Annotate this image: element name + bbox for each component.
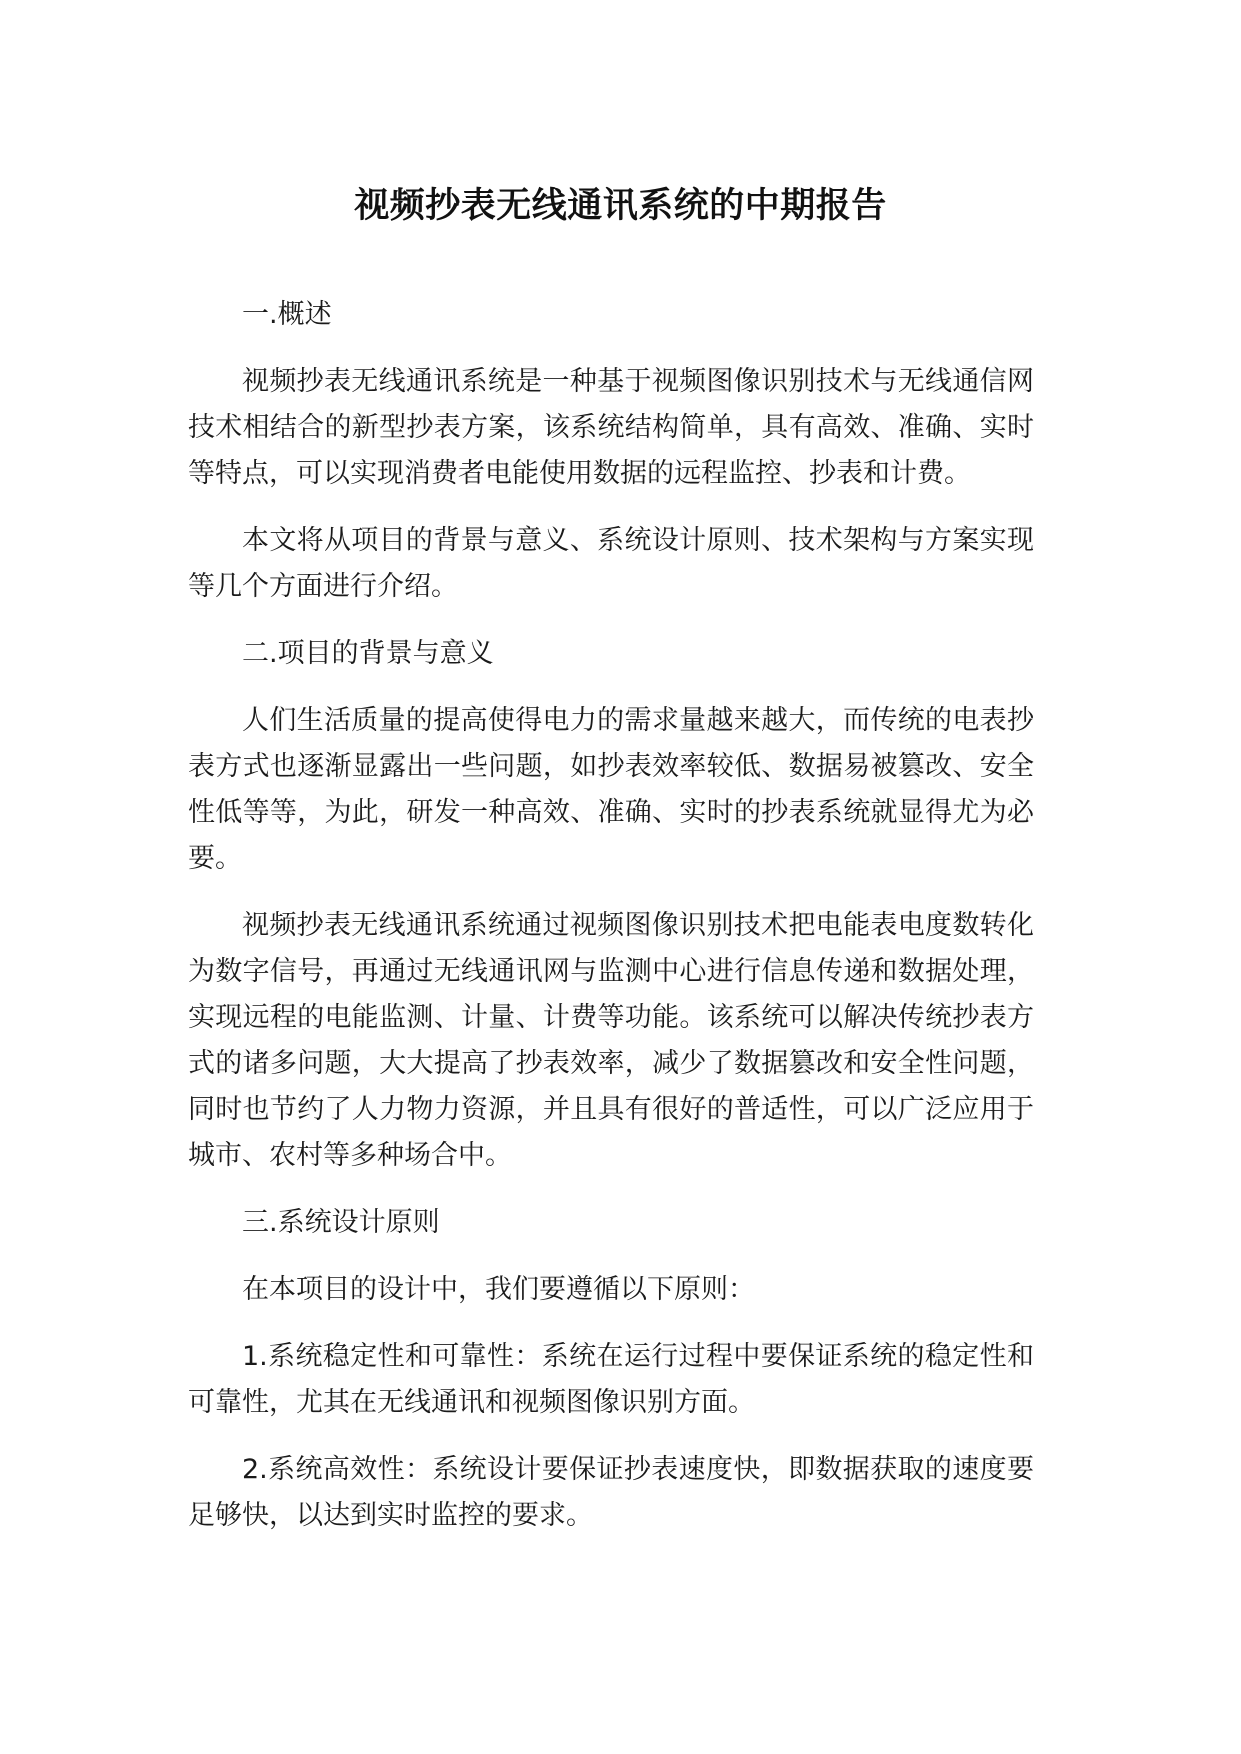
section-heading-background: 二.项目的背景与意义 bbox=[242, 638, 494, 669]
paragraph: 2.系统高效性：系统设计要保证抄表速度快，即数据获取的速度要足够快，以达到实时监控的要求。 bbox=[188, 1454, 1034, 1531]
document-body bbox=[188, 292, 1034, 1560]
paragraph: 视频抄表无线通讯系统是一种基于视频图像识别技术与无线通信网技术相结合的新型抄表方案，该系统结构简单，具有高效、准确、实时等特点，可以实现消费者电能使用数据的远程监控、抄表和计费。 bbox=[188, 366, 1034, 489]
paragraph: 视频抄表无线通讯系统通过视频图像识别技术把电能表电度数转化为数字信号，再通过无线通讯网与监测中心进行信息传递和数据处理，实现远程的电能监测、计量、计费等功能。该系统可以解决传统抄表方式的诸多问题，大大提高了抄表效率，减少了数据篡改和安全性问题，同时也节约了人力物力资源，并且具有很好的普适性，可以广泛应用于城市、农村等多种场合中。 bbox=[188, 910, 1034, 1171]
paragraph: 1.系统稳定性和可靠性：系统在运行过程中要保证系统的稳定性和可靠性，尤其在无线通讯和视频图像识别方面。 bbox=[188, 1341, 1034, 1418]
paragraph: 在本项目的设计中，我们要遵循以下原则： bbox=[242, 1274, 755, 1305]
paragraph: 本文将从项目的背景与意义、系统设计原则、技术架构与方案实现等几个方面进行介绍。 bbox=[188, 525, 1034, 602]
section-heading-principles: 三.系统设计原则 bbox=[242, 1207, 440, 1238]
section-heading-overview: 一.概述 bbox=[242, 299, 332, 330]
document-title: 视频抄表无线通讯系统的中期报告 bbox=[354, 186, 887, 226]
paragraph: 人们生活质量的提高使得电力的需求量越来越大，而传统的电表抄表方式也逐渐显露出一些问题，如抄表效率较低、数据易被篡改、安全性低等等，为此，研发一种高效、准确、实时的抄表系统就显得尤为必要。 bbox=[188, 705, 1034, 874]
